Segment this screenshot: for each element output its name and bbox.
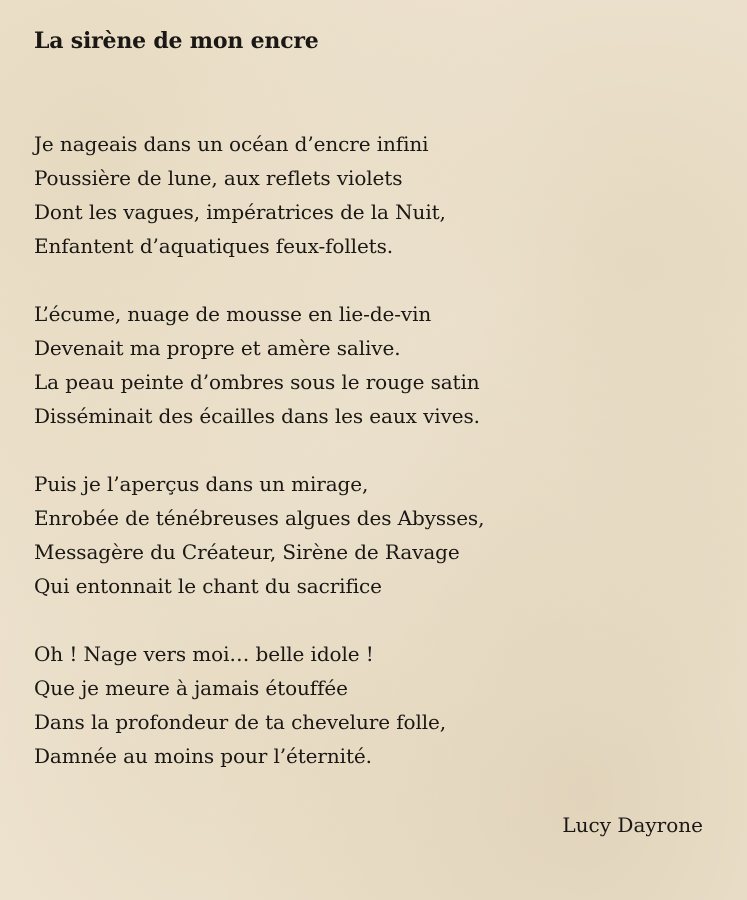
- poem-line: Je nageais dans un océan d’encre infini: [34, 132, 429, 156]
- poem-line: Que je meure à jamais étouffée: [34, 676, 348, 700]
- poem-line: Dont les vagues, impératrices de la Nuit,: [34, 200, 446, 224]
- poem-line: Dans la profondeur de ta chevelure folle,: [34, 710, 447, 734]
- poem-line: Enfantent d’aquatiques feux-follets.: [34, 234, 394, 258]
- stanza-2: [34, 297, 714, 433]
- stanza-3: [34, 467, 714, 603]
- poem-line: L’écume, nuage de mousse en lie-de-vin: [34, 302, 432, 326]
- poem-line: Puis je l’aperçus dans un mirage,: [34, 472, 369, 496]
- poem-line: Qui entonnait le chant du sacrifice: [34, 574, 382, 598]
- stanza-1: [34, 127, 714, 263]
- poem-line: Oh ! Nage vers moi… belle idole !: [34, 642, 374, 666]
- poem-line: Poussière de lune, aux reflets violets: [34, 166, 403, 190]
- poem-line: Enrobée de ténébreuses algues des Abysses,: [34, 506, 485, 530]
- poem-line: Disséminait des écailles dans les eaux vives.: [34, 404, 480, 428]
- poem-line: Damnée au moins pour l’éternité.: [34, 744, 372, 768]
- poem-line: Messagère du Créateur, Sirène de Ravage: [34, 540, 460, 564]
- author-signature: Lucy Dayrone: [562, 813, 703, 837]
- poem-line: Devenait ma propre et amère salive.: [34, 336, 401, 360]
- stanza-4: [34, 637, 714, 773]
- poem-title: La sirène de mon encre: [34, 28, 319, 54]
- poem-line: La peau peinte d’ombres sous le rouge satin: [34, 370, 480, 394]
- poem-body: [34, 127, 714, 807]
